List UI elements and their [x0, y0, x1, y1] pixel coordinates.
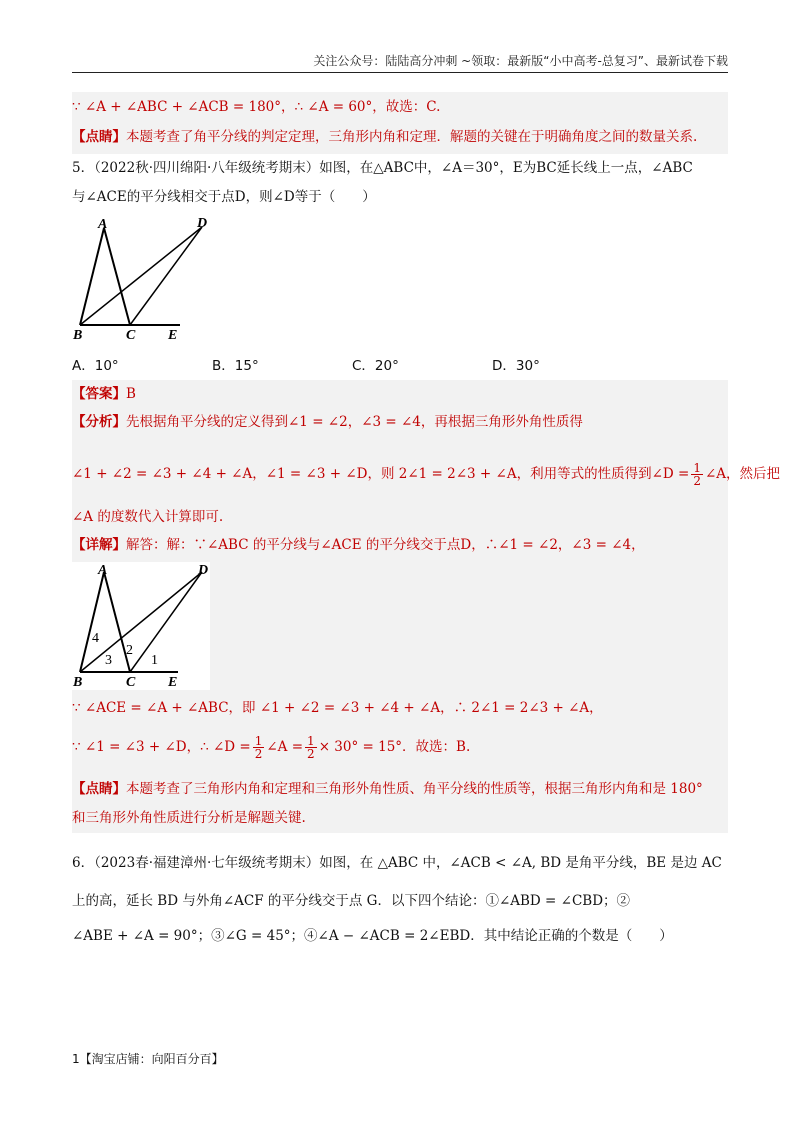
angle-2: 2 [126, 643, 133, 658]
page-footer: 1【淘宝店铺：向阳百分百】 [72, 1052, 224, 1066]
detail-line3 [72, 735, 470, 760]
label-D: D [197, 216, 208, 231]
label-B: B [73, 328, 83, 343]
fraction-half-2: $\frac{1}{2}$ [254, 734, 263, 761]
analysis-line2 [72, 462, 780, 487]
detail-line1 [72, 534, 645, 556]
angle-1: 1 [151, 653, 158, 668]
q5-figure [70, 215, 220, 345]
q5-stem-line1: 5．（2022秋·四川绵阳·八年级统考期末）如图，在△ABC中，∠A＝30°，E为BC延长线上一点，∠ABC [72, 160, 693, 176]
option-b[interactable]: B．15° [212, 358, 259, 374]
q6-line2: 上的高，延长 BD 与外角∠ACF 的平分线交于点 G．以下四个结论：①∠ABD = ∠CBD；② [72, 893, 631, 909]
prev-solution-line: ∵ ∠A + ∠ABC + ∠ACB = 180°，∴ ∠A = 60°，故选：C. [72, 99, 441, 115]
analysis-line1 [72, 411, 583, 433]
option-d[interactable]: D．30° [492, 358, 540, 374]
answer-value: B [126, 386, 136, 402]
answer-line [72, 383, 136, 405]
label-A: A [98, 217, 108, 232]
analysis-text1: 先根据角平分线的定义得到∠1 = ∠2，∠3 = ∠4，再根据三角形外角性质得 [126, 414, 583, 430]
review-line1 [72, 778, 703, 800]
analysis-tag: 【分析】 [72, 414, 126, 430]
q5-stem-line2: 与∠ACE的平分线相交于点D，则∠D等于（ ） [72, 189, 376, 205]
fraction-half: $\frac{1}{2}$ [693, 461, 701, 488]
analysis-line3: ∠A 的度数代入计算即可. [72, 509, 224, 525]
analysis-text2b: ∠A，然后把 [704, 466, 781, 482]
detail-line2: ∵ ∠ACE = ∠A + ∠ABC，即 ∠1 + ∠2 = ∠3 + ∠4 + ∠A，∴ 2∠1 = 2∠3 + ∠A， [72, 700, 603, 716]
angle-4: 4 [92, 631, 99, 646]
detail-text3a: ∵ ∠1 = ∠3 + ∠D，∴ ∠D = [72, 739, 251, 755]
label-E: E [168, 328, 178, 343]
review-text: 本题考查了角平分线的判定定理，三角形内角和定理．解题的关键在于明确角度之间的数量关系. [126, 129, 698, 145]
answer-tag: 【答案】 [72, 386, 126, 402]
detail-text1: 解答：解：∵∠ABC 的平分线与∠ACE 的平分线交于点D，∴∠1 = ∠2，∠3 = ∠4， [126, 537, 645, 553]
option-a[interactable]: A．10° [72, 358, 119, 374]
q6-line3: ∠ABE + ∠A = 90°；③∠G = 45°；④∠A − ∠ACB = 2∠EBD．其中结论正确的个数是（ ） [72, 928, 673, 944]
review-text1: 本题考查了三角形内角和定理和三角形外角性质、角平分线的性质等，根据三角形内角和是 180° [126, 781, 703, 797]
angle-3: 3 [105, 653, 112, 668]
q6-line1: 6．（2023春·福建漳州·七年级统考期末）如图，在 △ABC 中，∠ACB < ∠A, BD 是角平分线，BE 是边 AC [72, 855, 722, 871]
review-tag: 【点睛】 [72, 129, 126, 145]
fraction-half-3: $\frac{1}{2}$ [307, 734, 315, 761]
q5-detail-figure [72, 562, 210, 690]
option-c[interactable]: C．20° [352, 358, 399, 374]
page-header: 关注公众号：陆陆高分冲刺 ~领取：最新版“小中高考-总复习”、最新试卷下载 [72, 50, 728, 73]
analysis-text2a: ∠1 + ∠2 = ∠3 + ∠4 + ∠A，∠1 = ∠3 + ∠D，则 2∠1 = 2∠3 + ∠A，利用等式的性质得到∠D = [72, 466, 690, 482]
detail-text3b: ∠A = [266, 739, 304, 755]
review-line2: 和三角形外角性质进行分析是解题关键. [72, 810, 306, 826]
label2-B: B [73, 675, 83, 690]
detail-text3c: × 30° = 15°．故选：B. [318, 739, 471, 755]
prev-review [72, 126, 697, 148]
label-C: C [126, 328, 136, 343]
label2-D: D [198, 563, 209, 578]
detail-tag: 【详解】 [72, 537, 126, 553]
label2-C: C [126, 675, 136, 690]
review-tag-q5: 【点睛】 [72, 781, 126, 797]
label2-A: A [98, 563, 108, 578]
label2-E: E [168, 675, 178, 690]
